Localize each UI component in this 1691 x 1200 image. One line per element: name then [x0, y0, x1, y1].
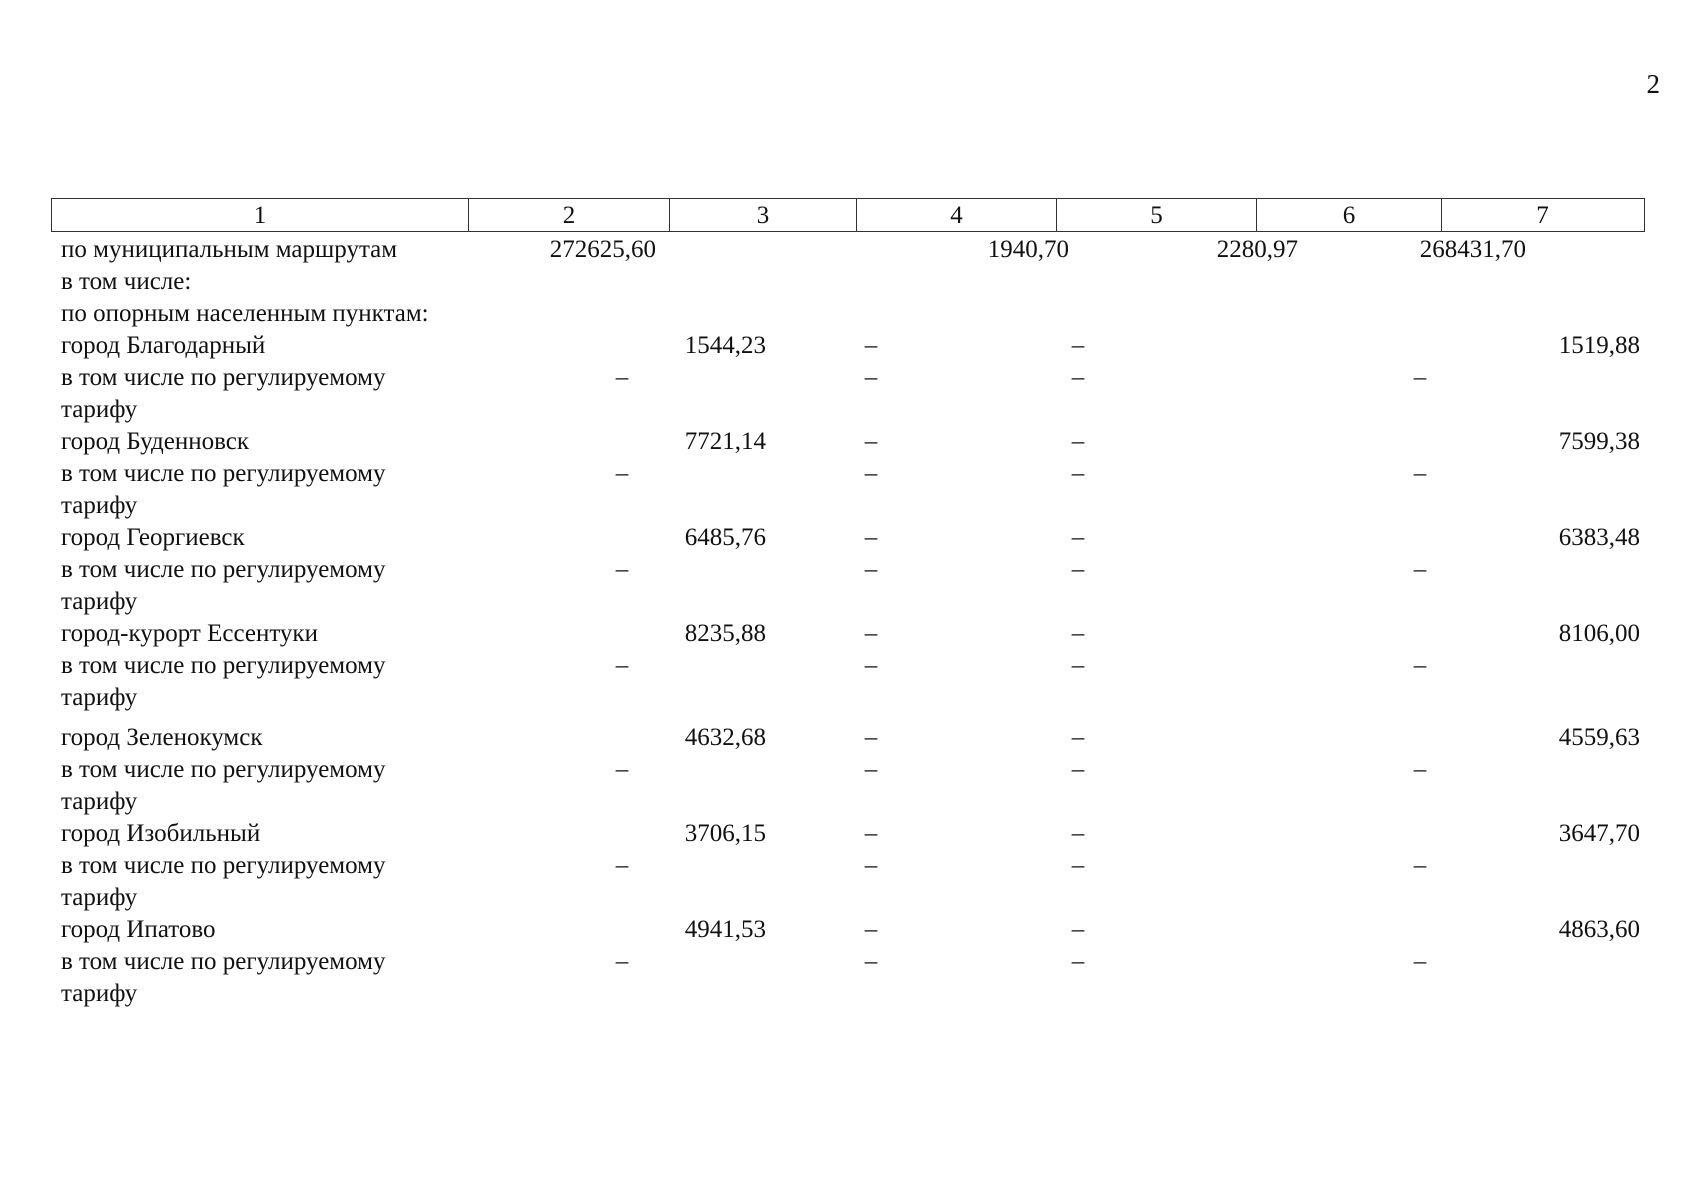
table-row: [0, 330, 1691, 362]
cell-value: 4941,53: [684, 916, 766, 943]
city-name: город Ипатово: [61, 916, 216, 943]
table-body: [0, 234, 1691, 1010]
cell-dash: –: [1071, 524, 1085, 551]
table-row: [0, 850, 1691, 882]
cell-dash: –: [1071, 364, 1085, 391]
table-row: [0, 978, 1691, 1010]
sub-label: в том числе по регулируемому: [61, 948, 386, 975]
cell-dash: –: [864, 756, 878, 783]
cell-dash: –: [1071, 916, 1085, 943]
cell-value: 1544,23: [684, 332, 766, 359]
cell-value: 3647,70: [1558, 820, 1640, 847]
cell-dash: –: [864, 620, 878, 647]
header-col-5: 5: [1057, 199, 1257, 231]
cell-dash: –: [864, 364, 878, 391]
cell-value: 4632,68: [684, 724, 766, 751]
table-row: [0, 394, 1691, 426]
sub-label: в том числе по регулируемому: [61, 652, 386, 679]
table-row: [0, 586, 1691, 618]
header-col-6: 6: [1257, 199, 1442, 231]
table-row: [0, 650, 1691, 682]
cell-dash: –: [864, 460, 878, 487]
cell-dash: –: [615, 556, 629, 583]
sub-label: тарифу: [61, 684, 138, 711]
cell-value: 8235,88: [684, 620, 766, 647]
cell-dash: –: [1071, 556, 1085, 583]
table-row: [0, 722, 1691, 754]
sub-label: в том числе по регулируемому: [61, 460, 386, 487]
table-row: [0, 362, 1691, 394]
city-name: город Зеленокумск: [61, 724, 263, 751]
sub-label: в том числе по регулируемому: [61, 852, 386, 879]
cell-dash: –: [615, 756, 629, 783]
cell-dash: –: [864, 652, 878, 679]
cell-value: 6383,48: [1558, 524, 1640, 551]
city-name: город Буденновск: [61, 428, 250, 455]
cell-value: 2280,97: [1216, 236, 1298, 263]
sub-label: в том числе по регулируемому: [61, 364, 386, 391]
table-row: [0, 266, 1691, 298]
cell-dash: –: [1413, 652, 1427, 679]
header-col-1: 1: [52, 199, 469, 231]
cell-dash: –: [1071, 852, 1085, 879]
table-row: [0, 298, 1691, 330]
cell-dash: –: [864, 332, 878, 359]
cell-dash: –: [864, 820, 878, 847]
cell-dash: –: [864, 428, 878, 455]
cell-value: 4863,60: [1558, 916, 1640, 943]
page-number: 2: [1646, 69, 1660, 99]
cell-dash: –: [864, 524, 878, 551]
cell-value: 7721,14: [684, 428, 766, 455]
sub-label: тарифу: [61, 588, 138, 615]
table-row: [0, 554, 1691, 586]
city-name: город Изобильный: [61, 820, 261, 847]
cell-dash: –: [615, 852, 629, 879]
sub-label: тарифу: [61, 788, 138, 815]
cell-dash: –: [1413, 852, 1427, 879]
cell-dash: –: [864, 852, 878, 879]
table-row: [0, 786, 1691, 818]
table-row: [0, 426, 1691, 458]
cell-dash: –: [1071, 756, 1085, 783]
row-label: по опорным населенным пунктам:: [61, 300, 429, 327]
sub-label: тарифу: [61, 492, 138, 519]
table-row: [0, 234, 1691, 266]
table-row: [0, 682, 1691, 714]
cell-dash: –: [1071, 820, 1085, 847]
cell-value: 272625,60: [549, 236, 656, 263]
sub-label: тарифу: [61, 396, 138, 423]
cell-value: 8106,00: [1558, 620, 1640, 647]
cell-value: 6485,76: [684, 524, 766, 551]
cell-dash: –: [864, 724, 878, 751]
cell-dash: –: [1071, 332, 1085, 359]
cell-dash: –: [1071, 460, 1085, 487]
table-row: [0, 914, 1691, 946]
sub-label: в том числе по регулируемому: [61, 556, 386, 583]
cell-dash: –: [1413, 364, 1427, 391]
header-col-2: 2: [469, 199, 670, 231]
cell-value: 1940,70: [987, 236, 1069, 263]
sub-label: в том числе по регулируемому: [61, 756, 386, 783]
table-row: [0, 946, 1691, 978]
cell-dash: –: [615, 652, 629, 679]
cell-dash: –: [864, 556, 878, 583]
table-row: [0, 490, 1691, 522]
cell-value: 268431,70: [1419, 236, 1526, 263]
column-number-header: [51, 198, 1645, 232]
cell-dash: –: [1071, 428, 1085, 455]
cell-dash: –: [1413, 948, 1427, 975]
city-name: город-курорт Ессентуки: [61, 620, 318, 647]
cell-dash: –: [864, 916, 878, 943]
header-col-4: 4: [857, 199, 1057, 231]
cell-dash: –: [864, 948, 878, 975]
table-row: [0, 522, 1691, 554]
sub-label: тарифу: [61, 884, 138, 911]
table-row: [0, 882, 1691, 914]
city-name: город Георгиевск: [61, 524, 245, 551]
cell-dash: –: [1071, 724, 1085, 751]
cell-value: 3706,15: [684, 820, 766, 847]
cell-dash: –: [1413, 756, 1427, 783]
table-row: [0, 458, 1691, 490]
cell-dash: –: [1071, 652, 1085, 679]
cell-dash: –: [615, 948, 629, 975]
table-row: [0, 818, 1691, 850]
row-label: в том числе:: [61, 268, 192, 295]
cell-dash: –: [1071, 620, 1085, 647]
header-col-3: 3: [670, 199, 857, 231]
cell-dash: –: [1413, 556, 1427, 583]
header-col-7: 7: [1536, 202, 1549, 229]
table-row: [0, 618, 1691, 650]
cell-dash: –: [615, 364, 629, 391]
cell-value: 7599,38: [1558, 428, 1640, 455]
sub-label: тарифу: [61, 980, 138, 1007]
city-name: город Благодарный: [61, 332, 266, 359]
cell-dash: –: [615, 460, 629, 487]
cell-dash: –: [1413, 460, 1427, 487]
table-row: [0, 754, 1691, 786]
row-label: по муниципальным маршрутам: [61, 236, 398, 263]
cell-dash: –: [1071, 948, 1085, 975]
cell-value: 1519,88: [1558, 332, 1640, 359]
cell-value: 4559,63: [1558, 724, 1640, 751]
